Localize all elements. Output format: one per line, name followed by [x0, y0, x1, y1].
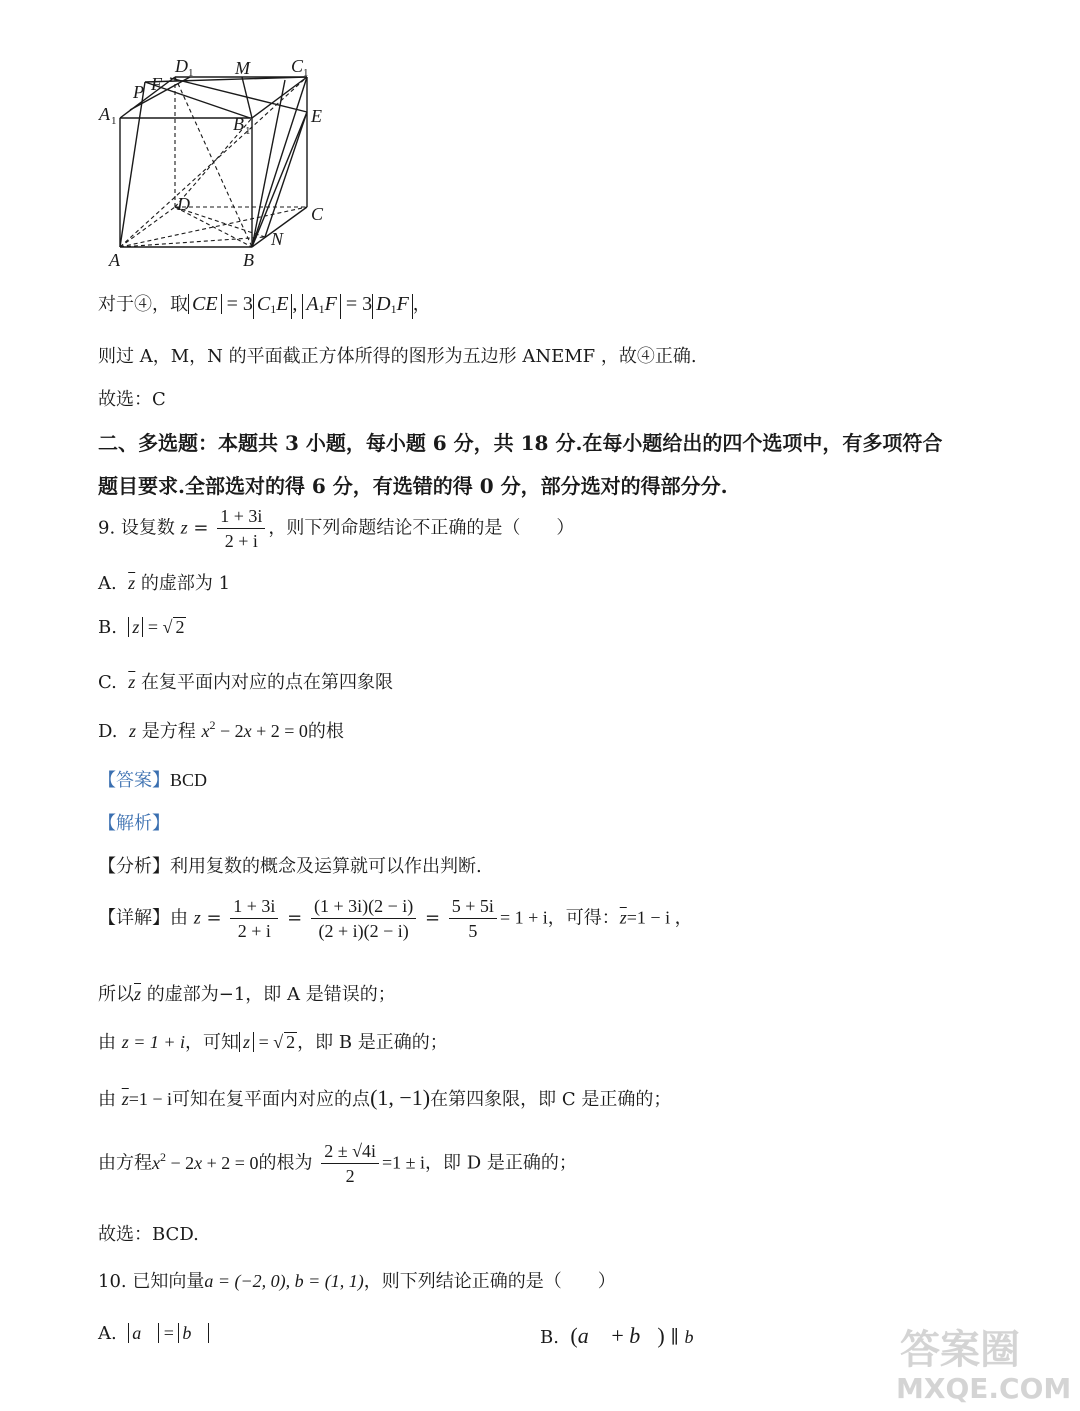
label-d1: D	[175, 56, 188, 76]
q9-xiangjie: 【详解】由 z = $\frac{1 + 3i}{2 + i}$ = $\frac{(1 + 3i)(2 - i)}{(2 + i)(2 - i)}$ = $\frac{5 + 5i}{5}$ = 1 + i，可得：$\overline{z}=1 - i$ ，	[98, 896, 693, 941]
watermark-logo: 答案圈	[900, 1327, 1020, 1373]
q9-option-a[interactable]: A. $\overline{z}$ 的虚部为 1	[98, 573, 231, 594]
label-b: B	[243, 250, 254, 270]
q9-analysis-label: 【解析】	[98, 813, 170, 834]
cube-figure	[95, 52, 345, 272]
svg-text:1: 1	[111, 115, 117, 127]
svg-text:1: 1	[303, 67, 309, 79]
q10-option-a[interactable]: A. a⃗ = b⃗	[98, 1323, 209, 1344]
q9-line2: 由 z = 1 + i，可知 z = √ 2 ，即 B 是正确的；	[98, 1032, 448, 1053]
label-m: M	[235, 58, 250, 78]
label-c1: C	[291, 56, 304, 76]
label-b1: B	[233, 114, 244, 134]
label-f: F	[151, 74, 162, 94]
para-choice-c: 故选：C	[98, 389, 166, 410]
q9-stem: 9. 设复数 z = $\frac{1 + 3i}{2 + i}$ ，则下列命题结论不正确的是（ ）	[98, 506, 575, 551]
label-e: E	[311, 106, 322, 126]
para-case4: 对于④，取 CE = 3 $C_1E$ , $A_1F = 3$ $D_1F$ ，	[98, 290, 431, 319]
q9-fenxi: 【分析】利用复数的概念及运算就可以作出判断.	[98, 856, 482, 877]
label-c: C	[311, 204, 324, 224]
svg-text:1: 1	[245, 125, 251, 137]
q9-line1: 所以$\overline{z}$ 的虚部为−1，即 A 是错误的；	[98, 984, 396, 1005]
q9-answer: 【答案】BCD	[98, 770, 208, 791]
watermark-url: MXQE.COM	[896, 1372, 1072, 1405]
q9-option-d[interactable]: D. z 是方程 $x^2 - 2x + 2 = 0$的根	[98, 718, 344, 742]
section-heading-line2: 题目要求.全部选对的得 6 分，有选错的得 0 分，部分选对的得部分分.	[98, 474, 728, 498]
q9-line4: 由方程$x^2 - 2x + 2 = 0$的根为 $\frac{2 \pm √4i}{2}$ =1 ± i，即 D 是正确的；	[98, 1141, 577, 1186]
q9-line3: 由 $\overline{z}=1 - i$可知在复平面内对应的点(1, −1)在第四象限，即 C 是正确的；	[98, 1085, 672, 1110]
svg-text:1: 1	[188, 67, 194, 79]
q10-stem: 10. 已知向量a = (−2, 0), b = (1, 1)，则下列结论正确的是（ ）	[98, 1271, 616, 1292]
label-p: P	[133, 82, 144, 102]
label-a1: A	[99, 104, 110, 124]
q10-option-b[interactable]: B. (a⃗ + b⃗) ∥ b⃗	[540, 1323, 708, 1348]
para-section-result: 则过 A，M，N 的平面截正方体所得的图形为五边形 ANEMF ，故④正确.	[98, 346, 697, 367]
label-n: N	[271, 229, 284, 249]
q9-option-c[interactable]: C. $\overline{z}$ 在复平面内对应的点在第四象限	[98, 672, 394, 693]
q9-option-b[interactable]: B. z = √ 2	[98, 617, 185, 638]
q9-line5: 故选：BCD.	[98, 1224, 199, 1245]
section-heading-line1: 二、多选题：本题共 3 小题，每小题 6 分，共 18 分.在每小题给出的四个选项中，有多项符合	[98, 431, 943, 455]
label-d: D	[177, 194, 190, 214]
label-a: A	[109, 250, 120, 270]
